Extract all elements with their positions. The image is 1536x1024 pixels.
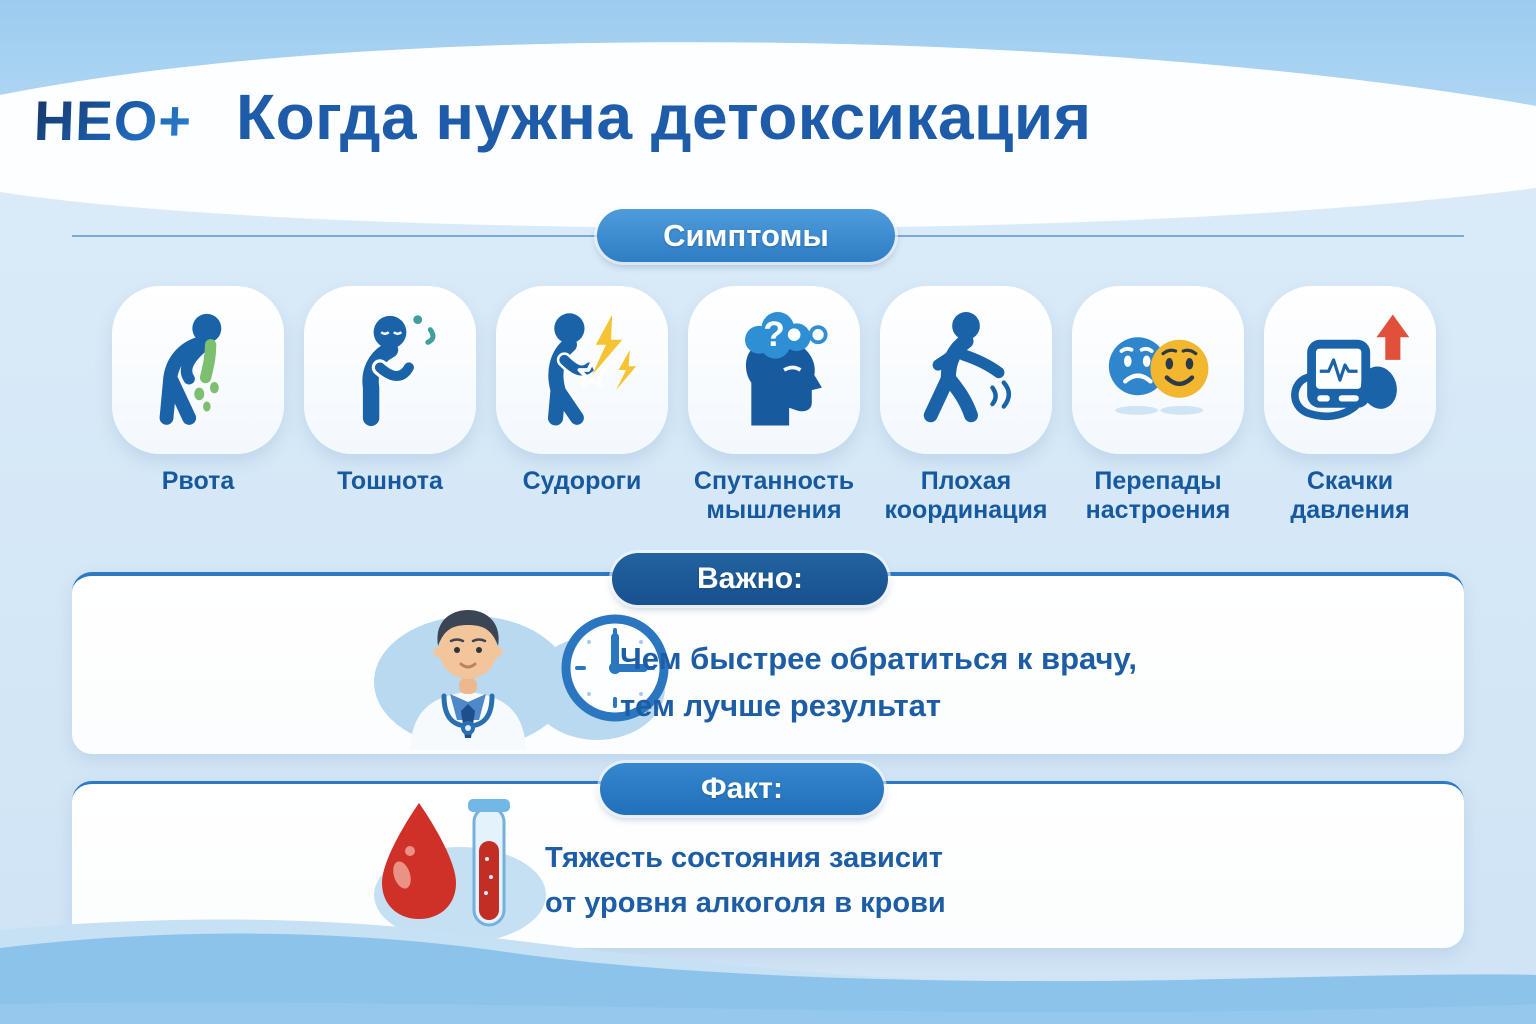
symptom-item-poor-coordination [880,286,1052,525]
symptoms-section-label: Симптомы [663,217,829,253]
symptom-label: Перепады настроения [1085,467,1231,524]
symptom-item-pressure-spikes [1264,286,1436,525]
symptom-label: Плохая координация [884,467,1048,524]
mood-swings-icon [1072,286,1244,454]
page-title: Когда нужна детоксикация [236,81,1092,153]
neo-plus-logo: НЕО+ [32,89,194,152]
bottom-wave [0,914,1536,1024]
poor-coordination-icon [880,286,1052,454]
symptoms-icons-row [112,286,1436,525]
symptom-item-vomiting [112,286,284,525]
symptom-item-confused-thinking [688,286,860,525]
fact-section-pill [600,763,884,815]
confused-thinking-icon [688,286,860,454]
important-text [620,636,1137,729]
symptom-label: Тошнота [337,467,443,495]
symptom-item-mood-swings [1072,286,1244,525]
nausea-icon [304,286,476,454]
convulsions-icon [496,286,668,454]
symptom-label: Рвота [161,467,235,495]
symptom-item-nausea [304,286,476,525]
important-section-label: Важно: [696,562,804,595]
symptom-label: Судороги [522,467,642,495]
vomiting-icon [112,286,284,454]
fact-text [545,836,946,926]
question-mark-glyph: ? [763,315,785,355]
important-text-line2: тем лучше результат [620,687,942,723]
fact-section-label: Факт: [701,772,783,805]
symptom-label: Спутанность мышления [693,467,855,524]
symptom-item-convulsions [496,286,668,525]
symptom-label: Скачки давления [1290,467,1410,524]
fact-text-line2: от уровня алкоголя в крови [545,886,946,919]
important-text-line1: Чем быстрее обратиться к врачу, [620,641,1138,676]
blood-pressure-spikes-icon [1264,286,1436,454]
fact-text-line1: Тяжесть состояния зависит [545,842,944,874]
symptoms-section-pill [597,209,895,262]
